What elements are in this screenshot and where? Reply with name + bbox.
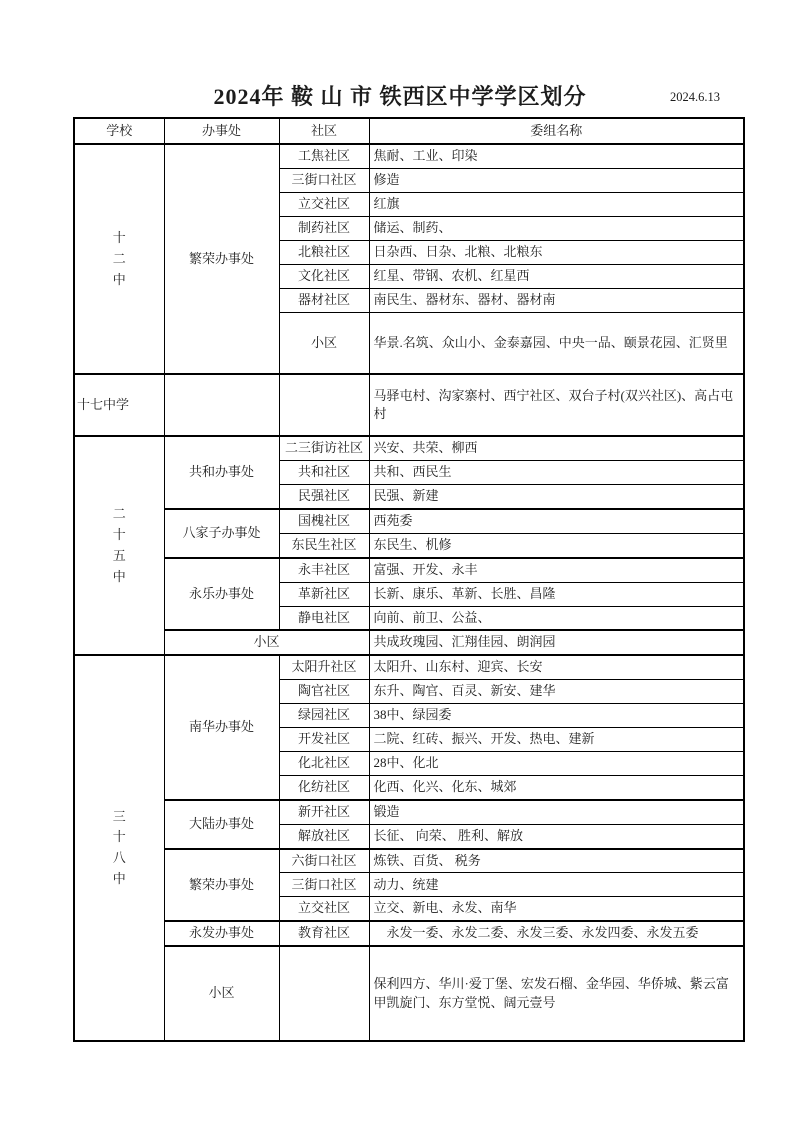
committees-cell: 太阳升、山东村、迎宾、长安 xyxy=(369,655,744,679)
committees-cell: 储运、制药、 xyxy=(369,216,744,240)
school-name-char: 八 xyxy=(112,850,126,866)
table-row xyxy=(74,655,744,679)
committees-cell: 永发一委、永发二委、永发三委、永发四委、永发五委 xyxy=(369,921,744,946)
community-cell: 北粮社区 xyxy=(279,240,369,264)
school-name-char: 五 xyxy=(112,547,126,563)
office-cell xyxy=(164,374,279,436)
office-cell: 八家子办事处 xyxy=(164,509,279,558)
office-cell: 小区 xyxy=(164,946,279,1041)
community-cell: 立交社区 xyxy=(279,897,369,921)
committees-cell: 富强、开发、永丰 xyxy=(369,558,744,582)
committees-cell: 焦耐、工业、印染 xyxy=(369,144,744,168)
community-cell: 文化社区 xyxy=(279,264,369,288)
committees-cell: 长新、康乐、革新、长胜、昌隆 xyxy=(369,582,744,606)
school-name: 十七中学 xyxy=(74,374,164,436)
school-name-char: 十 xyxy=(112,829,126,845)
community-cell: 民强社区 xyxy=(279,485,369,509)
community-cell: 三街口社区 xyxy=(279,168,369,192)
community-cell: 制药社区 xyxy=(279,216,369,240)
community-cell: 立交社区 xyxy=(279,192,369,216)
table-row xyxy=(74,849,744,873)
school-name-char: 三 xyxy=(112,808,126,824)
committees-cell: 红旗 xyxy=(369,192,744,216)
community-cell: 小区 xyxy=(279,312,369,374)
community-cell: 工焦社区 xyxy=(279,144,369,168)
community-cell: 六街口社区 xyxy=(279,849,369,873)
committees-cell: 南民生、器材东、器材、器材南 xyxy=(369,288,744,312)
community-cell: 化纺社区 xyxy=(279,776,369,800)
committees-cell: 28中、化北 xyxy=(369,752,744,776)
committees-cell: 化西、化兴、化东、城郊 xyxy=(369,776,744,800)
table-row xyxy=(74,144,744,168)
school-name-char: 中 xyxy=(112,871,126,886)
community-cell: 化北社区 xyxy=(279,752,369,776)
community-cell: 静电社区 xyxy=(279,606,369,630)
office-cell: 繁荣办事处 xyxy=(164,849,279,922)
school-district-table xyxy=(73,117,745,1042)
committees-cell: 东民生、机修 xyxy=(369,533,744,557)
office-cell: 大陆办事处 xyxy=(164,800,279,849)
community-cell: 太阳升社区 xyxy=(279,655,369,679)
school-name-char: 中 xyxy=(112,271,126,287)
document-header xyxy=(0,0,800,112)
committees-cell: 马驿屯村、沟家寨村、西宁社区、双台子村(双兴社区)、高占屯村 xyxy=(369,374,744,436)
col-header-committees: 委组名称 xyxy=(369,118,744,144)
table-row xyxy=(74,946,744,1041)
office-cell: 共和办事处 xyxy=(164,436,279,509)
office-cell: 永乐办事处 xyxy=(164,558,279,631)
document-date: 2024.6.13 xyxy=(670,90,720,104)
community-cell: 共和社区 xyxy=(279,461,369,485)
office-cell: 南华办事处 xyxy=(164,655,279,800)
committees-cell: 东升、陶官、百灵、新安、建华 xyxy=(369,680,744,704)
community-cell: 新开社区 xyxy=(279,800,369,824)
school-name-char: 十 xyxy=(112,229,126,245)
community-cell: 三街口社区 xyxy=(279,873,369,897)
community-cell: 教育社区 xyxy=(279,921,369,946)
community-cell: 解放社区 xyxy=(279,824,369,848)
community-cell: 器材社区 xyxy=(279,288,369,312)
committees-cell: 长征、 向荣、 胜利、解放 xyxy=(369,824,744,848)
table-row xyxy=(74,509,744,533)
page-title: 2024年 鞍 山 市 铁西区中学学区划分 xyxy=(213,84,587,109)
community-cell xyxy=(279,374,369,436)
table-row xyxy=(74,921,744,946)
school-name-char: 十 xyxy=(112,527,126,542)
community-cell: 革新社区 xyxy=(279,582,369,606)
committees-cell: 二院、红砖、振兴、开发、热电、建新 xyxy=(369,728,744,752)
committees-cell: 华景.名筑、众山小、金泰嘉园、中央一品、颐景花园、汇贤里 xyxy=(369,312,744,374)
committees-cell: 共成玫瑰园、汇翔佳园、朗润园 xyxy=(369,630,744,655)
committees-cell: 立交、新电、永发、南华 xyxy=(369,897,744,921)
committees-cell: 修造 xyxy=(369,168,744,192)
community-cell: 二三街访社区 xyxy=(279,436,369,460)
school-name xyxy=(74,655,164,1041)
committees-cell: 红星、带钢、农机、红星西 xyxy=(369,264,744,288)
area-label-cell: 小区 xyxy=(164,630,369,655)
committees-cell: 38中、绿园委 xyxy=(369,704,744,728)
committees-cell: 日杂西、日杂、北粮、北粮东 xyxy=(369,240,744,264)
col-header-office: 办事处 xyxy=(164,118,279,144)
committees-cell: 向前、前卫、公益、 xyxy=(369,606,744,630)
committees-cell: 炼铁、百货、 税务 xyxy=(369,849,744,873)
school-name xyxy=(74,144,164,374)
table-row xyxy=(74,374,744,436)
committees-cell: 民强、新建 xyxy=(369,485,744,509)
committees-cell: 西苑委 xyxy=(369,509,744,533)
header-row xyxy=(74,118,744,144)
school-name-char: 二 xyxy=(112,250,126,266)
committees-cell: 动力、统建 xyxy=(369,873,744,897)
school-name-char: 中 xyxy=(112,568,126,584)
committees-cell: 保利四方、华川·爱丁堡、宏发石榴、金华园、华侨城、紫云富甲凯旋门、东方堂悦、阔元壹号 xyxy=(369,946,744,1041)
col-header-school: 学校 xyxy=(74,118,164,144)
table-row xyxy=(74,800,744,824)
community-cell: 开发社区 xyxy=(279,728,369,752)
committees-cell: 共和、西民生 xyxy=(369,461,744,485)
table-row xyxy=(74,630,744,655)
table-row xyxy=(74,558,744,582)
community-cell: 国槐社区 xyxy=(279,509,369,533)
community-cell: 东民生社区 xyxy=(279,533,369,557)
col-header-community: 社区 xyxy=(279,118,369,144)
committees-cell: 锻造 xyxy=(369,800,744,824)
community-cell: 永丰社区 xyxy=(279,558,369,582)
office-cell: 繁荣办事处 xyxy=(164,144,279,374)
community-cell: 陶官社区 xyxy=(279,680,369,704)
committees-cell: 兴安、共荣、柳西 xyxy=(369,436,744,460)
school-name xyxy=(74,436,164,655)
school-name-char: 二 xyxy=(112,506,126,522)
community-cell xyxy=(279,946,369,1041)
table-row xyxy=(74,436,744,460)
community-cell: 绿园社区 xyxy=(279,704,369,728)
office-cell: 永发办事处 xyxy=(164,921,279,946)
